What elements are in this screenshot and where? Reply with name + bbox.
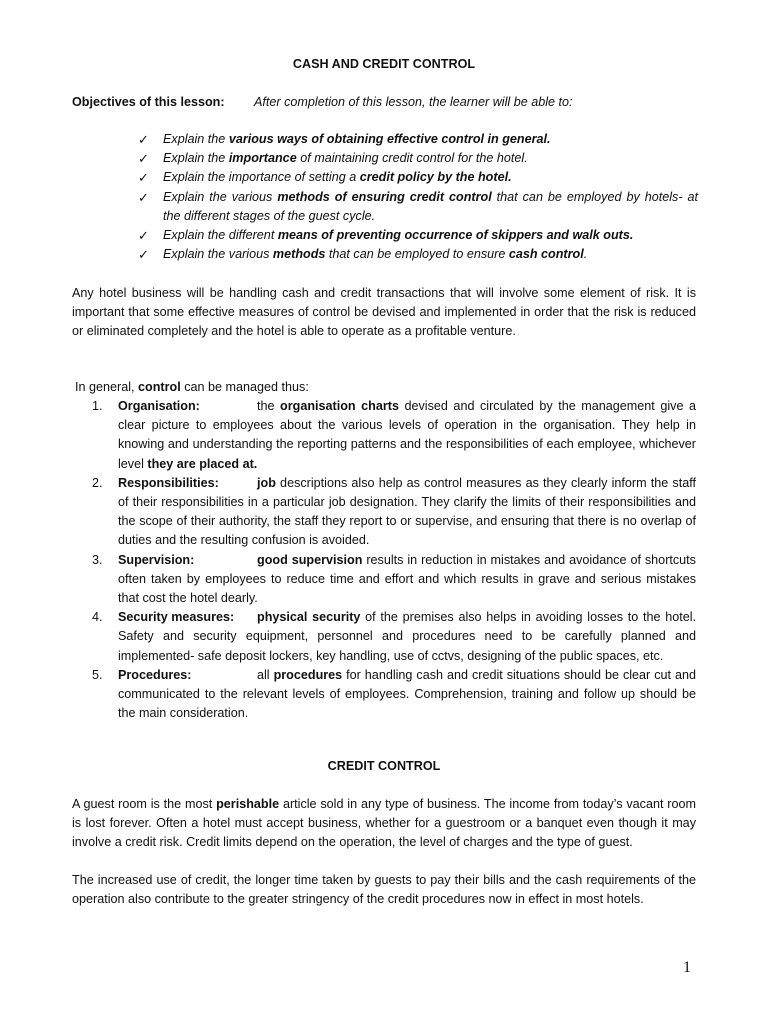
objective-item: ✓ Explain the various methods that can be employed to ensure cash control. — [138, 245, 698, 264]
control-list — [92, 397, 696, 723]
page-number: 1 — [683, 959, 691, 976]
objective-item: ✓ Explain the importance of maintaining credit control for the hotel. — [138, 149, 698, 168]
objective-item: ✓ Explain the importance of setting a credit policy by the hotel. — [138, 168, 698, 187]
control-item-organisation: 1. Organisation: the organisation charts devised and circulated by the management give a clear picture to employees about the various levels of operation in the organisation. They help in knowing and understanding the reporting patterns and the responsibilities of each employee, whichever level they are placed at. — [92, 399, 696, 471]
control-item-supervision: 3. Supervision: good supervision results in reduction in mistakes and avoidance of shortcuts often taken by employees to reduce time and effort and which results in grave and serious mistakes that cost the hotel dearly. — [92, 552, 696, 606]
objective-item: ✓ Explain the various methods of ensuring credit control that can be employed by hotels- at the different stages of the guest cycle. — [138, 189, 698, 223]
checkmark-icon: ✓ — [138, 228, 149, 244]
checkmark-icon: ✓ — [138, 189, 149, 205]
control-item-procedures: 5. Procedures: all procedures for handling cash and credit situations should be clear cut and communicated to the relevant levels of employees. Comprehension, training and follow up should be the main consideration. — [92, 667, 696, 721]
section-title-credit-control: CREDIT CONTROL — [327, 759, 441, 773]
objectives-intro: After completion of this lesson, the learner will be able to: — [254, 95, 573, 109]
checkmark-icon: ✓ — [138, 151, 149, 167]
credit-paragraph-1: A guest room is the most perishable article sold in any type of business. The income from today’s vacant room is lost forever. Often a hotel must accept business, whether for a guestroom or a banquet even though it may involve a credit risk. Credit limits depend on the operation, the level of charges and the type of guest. — [72, 797, 697, 850]
objectives-label: Objectives of this lesson: — [72, 95, 225, 109]
checkmark-icon: ✓ — [138, 170, 149, 186]
objectives-header — [72, 93, 696, 112]
checkmark-icon: ✓ — [138, 132, 149, 147]
control-item-responsibilities: 2. Responsibilities: job descriptions also help as control measures as they clearly inform the staff of their responsibilities in a particular job designation. They clarify the limits of their responsibilities and the scope of their authority, the staff they report to or supervise, and ensuring that there is no overlap of duties and the resulting confusion is avoided. — [92, 475, 696, 548]
objective-item: ✓ Explain the different means of preventing occurrence of skippers and walk outs. — [138, 226, 698, 245]
control-item-security: 4. Security measures: physical security of the premises also helps in avoiding losses to the hotel. Safety and security equipment, personnel and procedures need to be carefully planned and implemented- safe deposit lockers, key handling, use of cctvs, designing of the public spaces, etc. — [92, 610, 696, 663]
objectives-list — [138, 130, 698, 264]
credit-paragraph-2: The increased use of credit, the longer time taken by guests to pay their bills and the cash requirements of the operation also contribute to the greater stringency of the credit procedures now in effect in most hotels. — [72, 873, 696, 907]
intro-paragraph: Any hotel business will be handling cash and credit transactions that will involve some element of risk. It is important that some effective measures of control be devised and implemented in order that the risk is reduced or eliminated completely and the hotel is able to operate as a profitable venture. — [72, 286, 696, 339]
control-intro: In general, control can be managed thus: — [75, 380, 309, 394]
checkmark-icon: ✓ — [138, 247, 149, 263]
document-title: CASH AND CREDIT CONTROL — [292, 57, 476, 71]
objective-item: ✓ Explain the various ways of obtaining effective control in general. — [138, 130, 698, 149]
